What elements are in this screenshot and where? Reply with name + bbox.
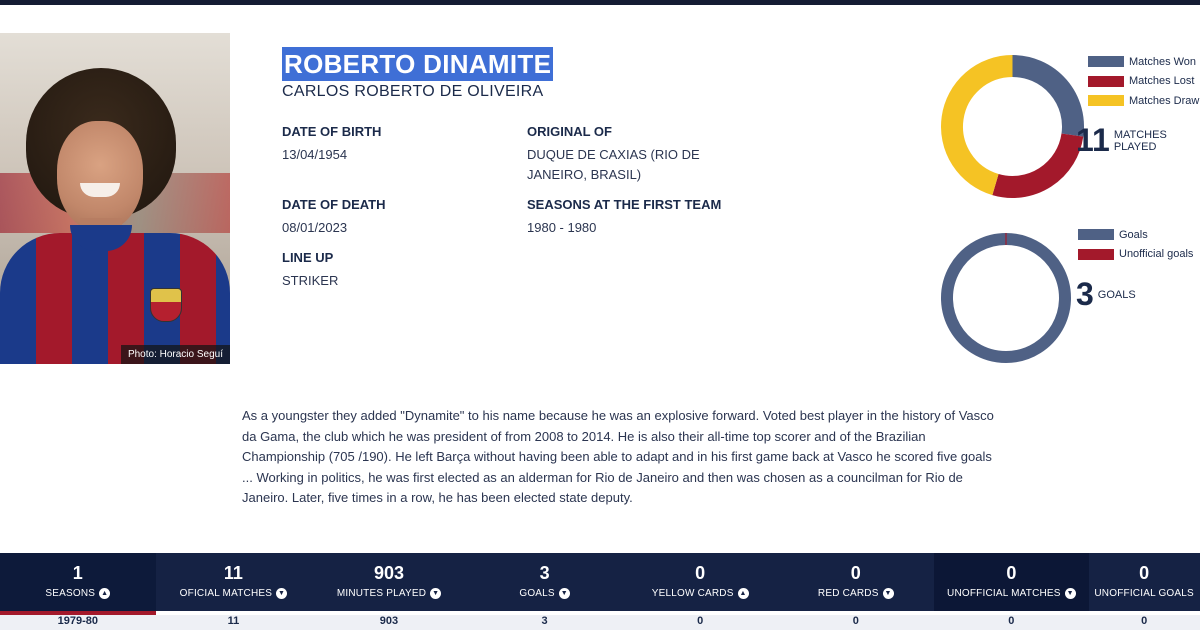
season-cell: 11 [227, 615, 240, 627]
legend-swatch [1088, 76, 1124, 87]
stat-label: UNOFFICIAL MATCHES [947, 588, 1061, 599]
info-label: SEASONS AT THE FIRST TEAM [527, 197, 722, 212]
stat-label: OFICIAL MATCHES [179, 588, 273, 599]
stat-goals[interactable] [467, 553, 623, 611]
season-cell: 0 [1008, 615, 1015, 627]
info-value: DUQUE DE CAXIAS (RIO DE JANEIRO, BRASIL) [527, 147, 700, 182]
chevron-down-icon: ▼ [560, 590, 568, 597]
matches-donut-chart [940, 54, 1085, 199]
photo-credit: Photo: Horacio Seguí [121, 345, 230, 364]
stat-label: MINUTES PLAYED [336, 588, 427, 599]
legend-swatch [1078, 229, 1114, 240]
info-label: DATE OF DEATH [282, 197, 386, 212]
chevron-up-icon: ▲ [739, 590, 747, 597]
stat-label: GOALS [519, 588, 555, 599]
chevron-down-icon: ▼ [1066, 590, 1074, 597]
info-line-up [282, 250, 338, 291]
matches-total-label: MATCHES PLAYED [1113, 128, 1167, 153]
legend-label: Matches Won [1129, 55, 1197, 68]
stat-value: 0 [1139, 563, 1150, 583]
legend-item [1078, 245, 1193, 265]
matches-total [1076, 122, 1184, 159]
stat-yellow-cards[interactable] [622, 553, 778, 611]
info-date-of-death [282, 197, 386, 238]
player-biography: As a youngster they added "Dynamite" to his name because he was an explosive forward. Voted best player in the history of Vasco da Gama, the club which he was president of from 2008 to 2014. He is also their all-time top scorer and of the Brazilian Championship (705 /190). He left Barça without having been able to adapt and in his first game back at Vasco he scored five goals ... Working in politics, he was first elected as an alderman for Rio de Janeiro and then was chosen as a councilman for Rio de Janeiro. Later, five times in a row, he has been elected state deputy. [242, 408, 994, 505]
matches-total-number: 11 [1076, 122, 1110, 158]
stat-red-cards[interactable] [778, 553, 934, 611]
season-table-row [0, 615, 1200, 630]
season-cell: 0 [852, 615, 859, 627]
season-cell: 903 [379, 615, 399, 627]
donut-slice-matches-lost[interactable] [995, 135, 1072, 187]
stat-seasons[interactable] [0, 553, 156, 611]
info-value: 1980 - 1980 [527, 220, 597, 235]
chevron-down-icon: ▼ [432, 590, 440, 597]
stat-value: 903 [373, 563, 404, 583]
legend-item [1088, 72, 1199, 92]
player-photo [0, 33, 230, 364]
stat-value: 0 [1006, 563, 1017, 583]
info-label: LINE UP [282, 250, 334, 265]
stat-label: UNOFFICIAL GOALS [1094, 588, 1194, 599]
player-header [282, 47, 553, 101]
info-date-of-birth [282, 124, 381, 165]
chevron-down-icon: ▼ [884, 590, 892, 597]
stat-label: SEASONS [45, 588, 96, 599]
chevron-up-icon: ▲ [101, 590, 109, 597]
stat-value: 3 [539, 563, 550, 583]
season-cell: 0 [697, 615, 704, 627]
legend-label: Unofficial goals [1119, 248, 1194, 261]
legend-swatch [1078, 249, 1114, 260]
info-value: 13/04/1954 [282, 147, 348, 162]
info-label: ORIGINAL OF [527, 124, 612, 139]
donut-slice-matches-won[interactable] [1013, 66, 1074, 135]
player-name[interactable]: ROBERTO DINAMITE [284, 49, 552, 79]
season-cell: 3 [541, 615, 548, 627]
goals-total [1076, 276, 1168, 313]
stat-unofficial-goals[interactable] [1089, 553, 1199, 611]
stats-bar [0, 553, 1200, 611]
legend-item [1088, 52, 1199, 72]
legend-item [1088, 91, 1199, 111]
photo-face [57, 121, 143, 231]
stat-label: YELLOW CARDS [651, 588, 734, 599]
stat-official-matches[interactable] [156, 553, 312, 611]
info-value: 08/01/2023 [282, 220, 348, 235]
legend-swatch [1088, 95, 1124, 106]
chevron-down-icon: ▼ [278, 590, 286, 597]
legend-label: Matches Lost [1129, 75, 1195, 88]
stat-minutes-played[interactable] [311, 553, 467, 611]
stat-unofficial-matches[interactable] [934, 553, 1090, 611]
matches-legend [1088, 52, 1199, 111]
legend-label: Matches Draw [1129, 94, 1200, 107]
donut-slice-matches-draw[interactable] [952, 66, 1013, 185]
info-original-of [527, 124, 752, 185]
stat-value: 1 [72, 563, 83, 583]
goals-donut-chart [940, 232, 1072, 364]
info-value: STRIKER [282, 273, 339, 288]
donut-slice-goals[interactable] [947, 239, 1065, 357]
club-crest-icon [150, 288, 182, 322]
goals-total-number: 3 [1076, 276, 1094, 312]
info-label: DATE OF BIRTH [282, 124, 382, 139]
info-seasons [527, 197, 721, 238]
legend-swatch [1088, 56, 1124, 67]
stat-value: 0 [850, 563, 861, 583]
stat-value: 0 [695, 563, 706, 583]
season-cell: 0 [1141, 615, 1148, 627]
goals-total-label: GOALS [1097, 288, 1136, 301]
season-cell: 1979-80 [57, 615, 98, 627]
stat-value: 11 [223, 563, 243, 583]
player-full-name: CARLOS ROBERTO DE OLIVEIRA [282, 83, 544, 100]
goals-legend [1078, 225, 1193, 264]
top-bar [0, 0, 1200, 5]
legend-label: Goals [1119, 228, 1148, 241]
legend-item [1078, 225, 1193, 245]
stat-label: RED CARDS [817, 588, 879, 599]
